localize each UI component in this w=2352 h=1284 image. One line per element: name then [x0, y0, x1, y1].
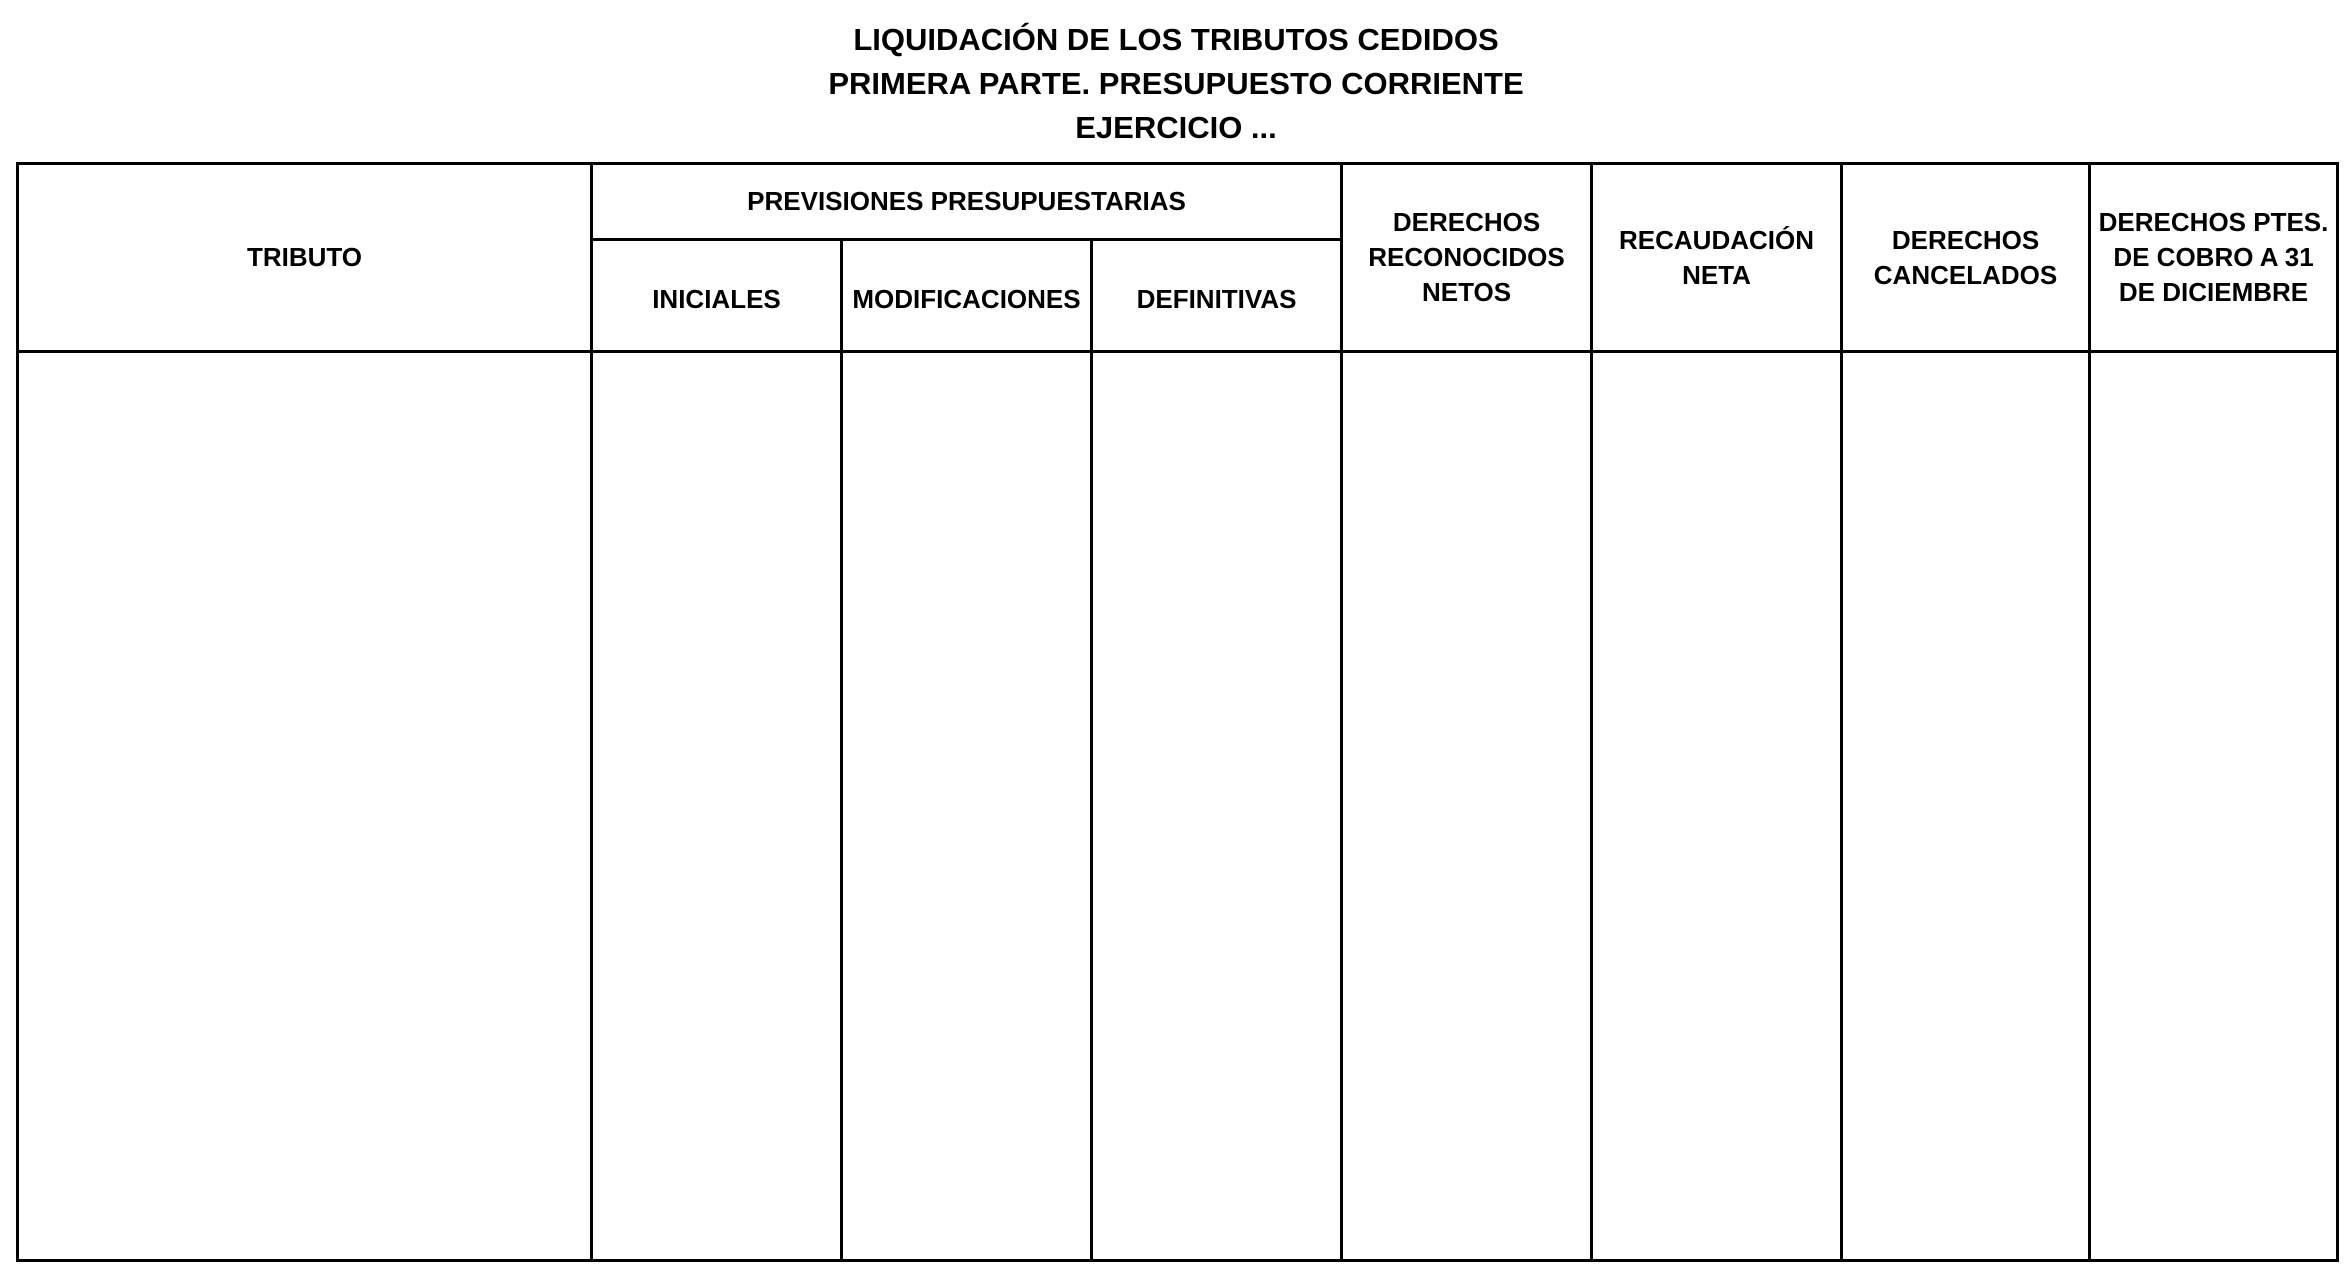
cell-modificaciones[interactable]	[842, 352, 1092, 1261]
cell-derechos-pendientes-cobro[interactable]	[2090, 352, 2338, 1261]
header-previsiones-presupuestarias: PREVISIONES PRESUPUESTARIAS	[592, 164, 1342, 240]
header-modificaciones: MODIFICACIONES	[842, 240, 1092, 352]
cell-recaudacion-neta[interactable]	[1592, 352, 1842, 1261]
liquidation-table	[16, 162, 2339, 1262]
header-tributo: TRIBUTO	[18, 164, 592, 352]
document-title	[0, 18, 2352, 150]
table-body-row	[18, 352, 2338, 1261]
cell-definitivas[interactable]	[1092, 352, 1342, 1261]
header-definitivas: DEFINITIVAS	[1092, 240, 1342, 352]
header-recaudacion-neta: RECAUDACIÓN NETA	[1592, 164, 1842, 352]
header-derechos-reconocidos-netos: DERECHOS RECONOCIDOS NETOS	[1342, 164, 1592, 352]
header-derechos-pendientes-cobro: DERECHOS PTES. DE COBRO A 31 DE DICIEMBRE	[2090, 164, 2338, 352]
cell-derechos-reconocidos-netos[interactable]	[1342, 352, 1592, 1261]
title-line-2: PRIMERA PARTE. PRESUPUESTO CORRIENTE	[828, 66, 1524, 101]
title-line-3: EJERCICIO ...	[1075, 110, 1277, 145]
cell-tributo[interactable]	[18, 352, 592, 1261]
cell-iniciales[interactable]	[592, 352, 842, 1261]
cell-derechos-cancelados[interactable]	[1842, 352, 2090, 1261]
header-derechos-cancelados: DERECHOS CANCELADOS	[1842, 164, 2090, 352]
header-iniciales: INICIALES	[592, 240, 842, 352]
title-line-1: LIQUIDACIÓN DE LOS TRIBUTOS CEDIDOS	[853, 22, 1499, 57]
